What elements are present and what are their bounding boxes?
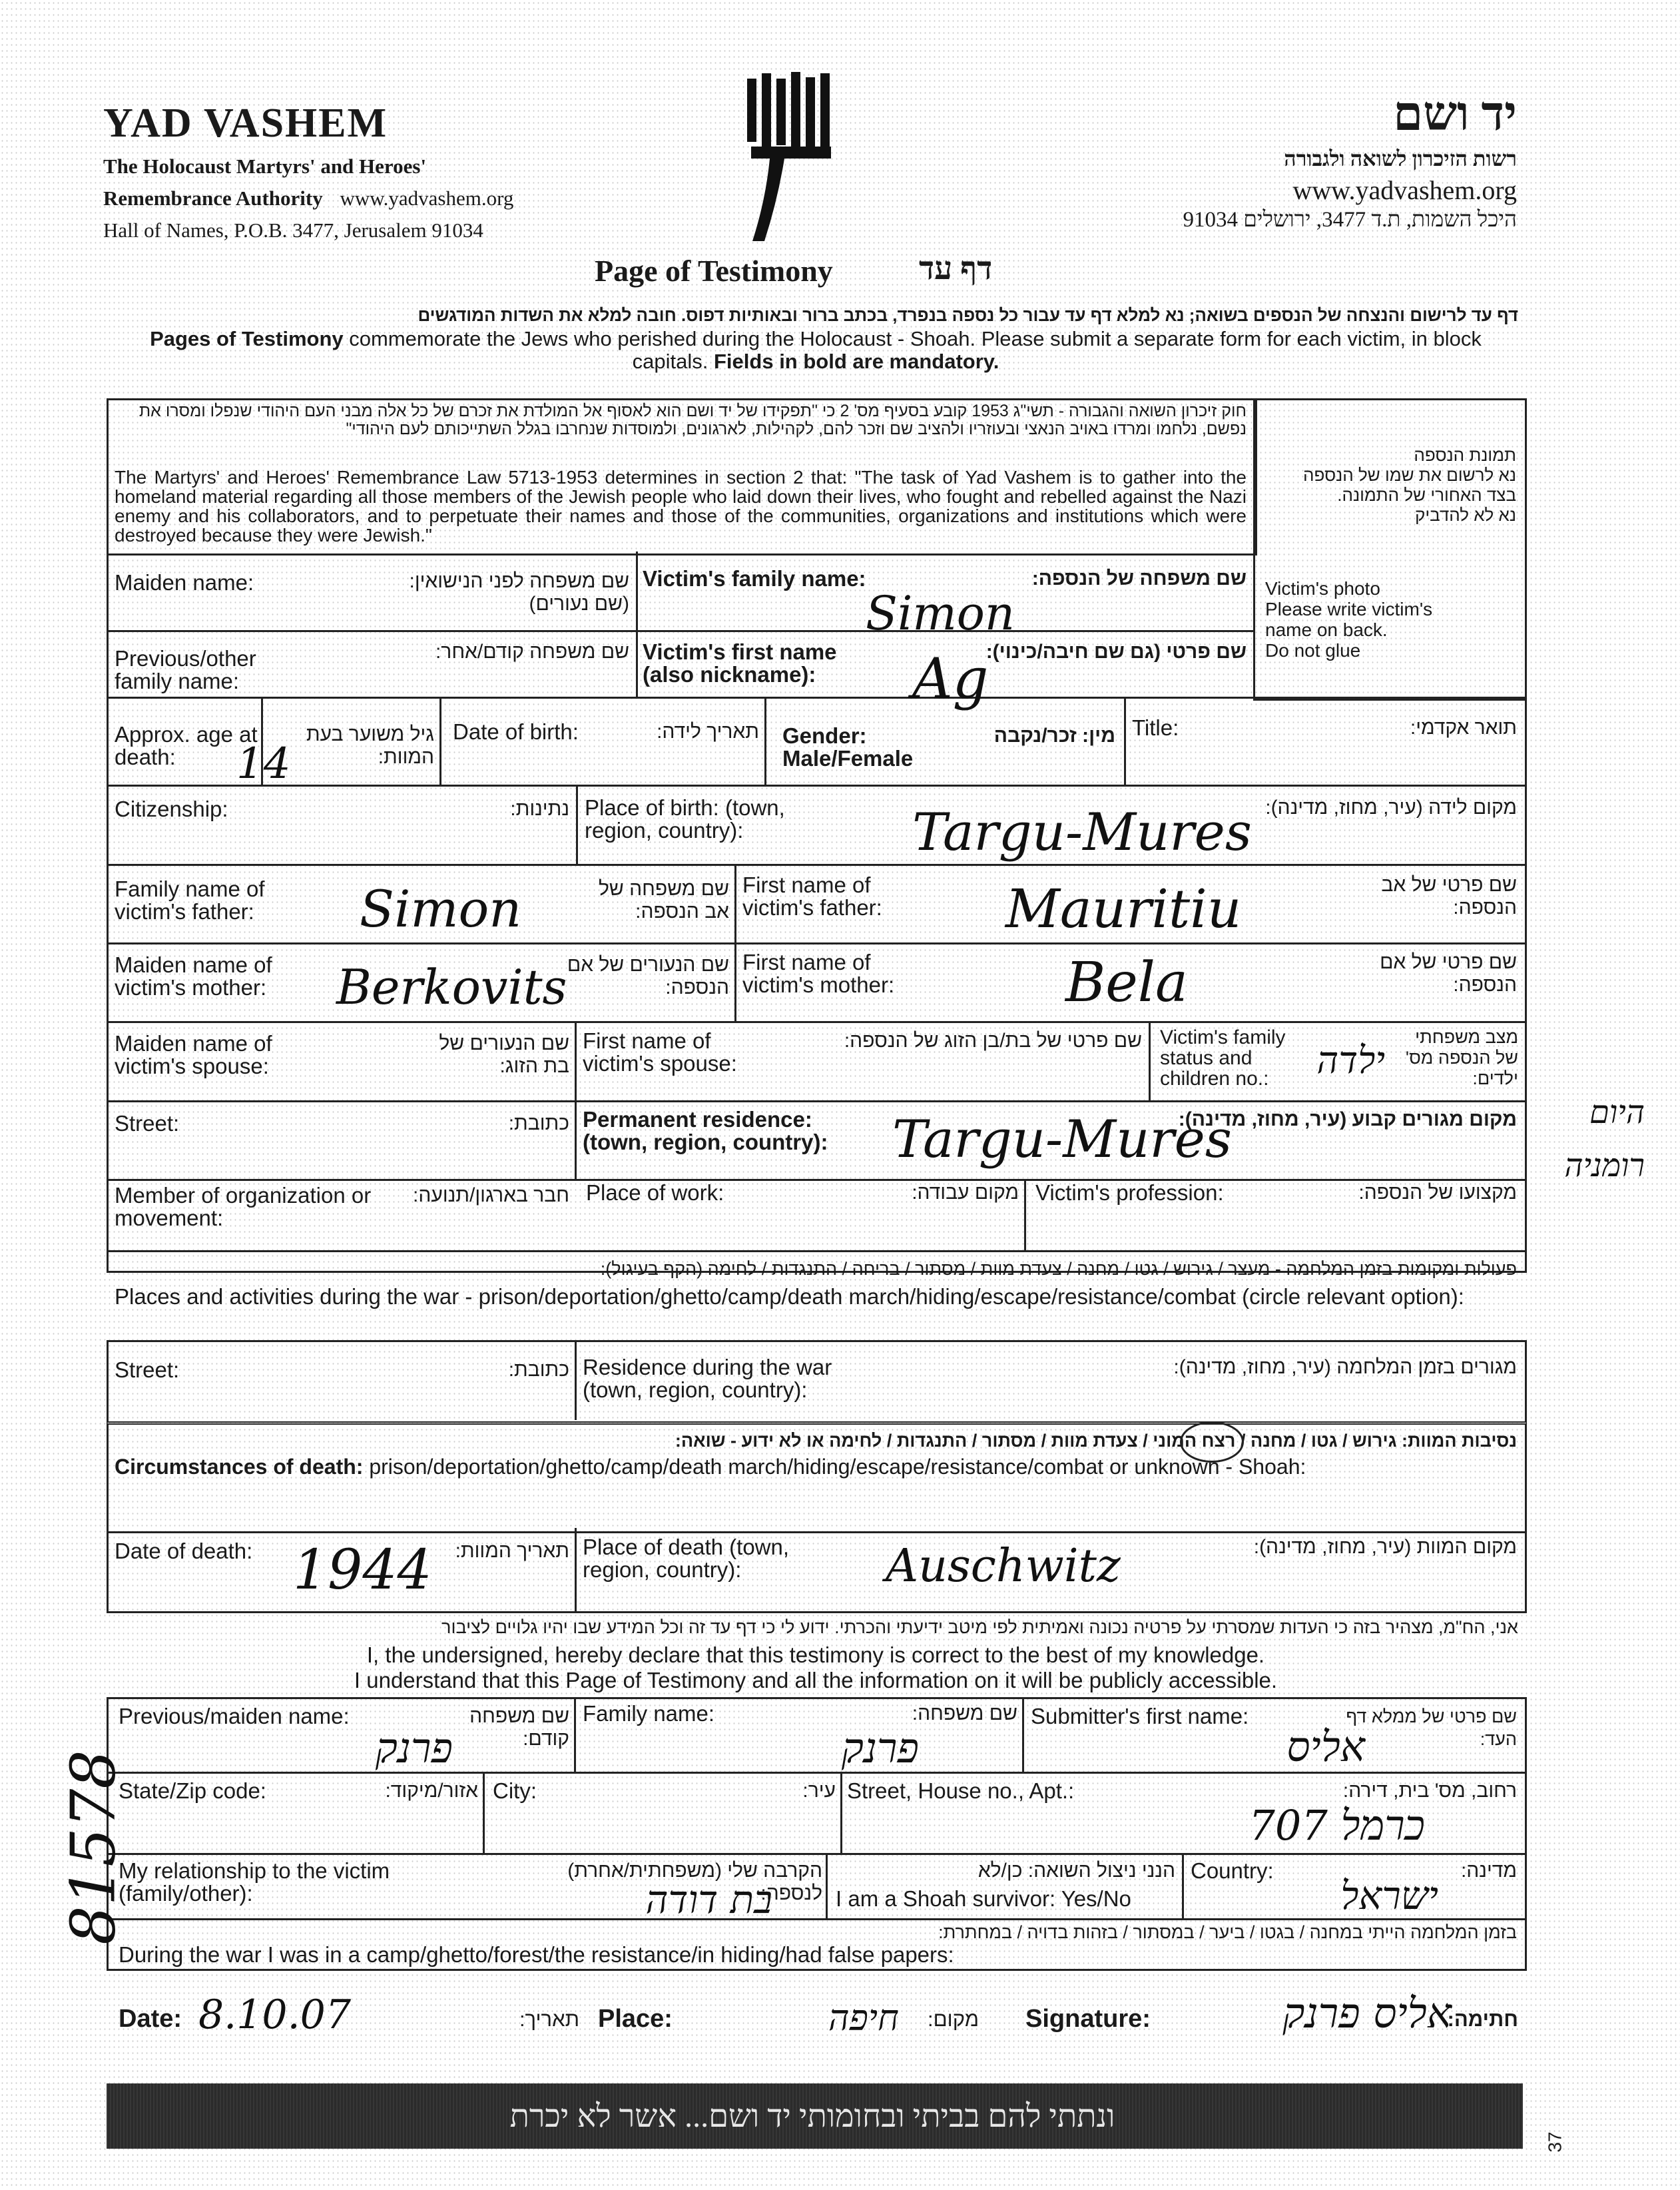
mother-first-value[interactable]: Bela xyxy=(1065,951,1188,1014)
dob-label-he: תאריך לידה: xyxy=(657,721,759,743)
previous-name-label-he: שם משפחה קודם/אחר: xyxy=(435,641,629,663)
mother-maiden-value[interactable]: Berkovits xyxy=(336,959,567,1015)
submitter-first-name-label-he: שם פרטי של ממלא דף העד: xyxy=(1346,1706,1517,1749)
place-of-death-value[interactable]: Auschwitz xyxy=(886,1540,1121,1593)
place-of-death-label: Place of death (town, region, country): xyxy=(583,1535,790,1582)
mother-first-label-he: שם פרטי של אם הנספה: xyxy=(1380,951,1517,996)
circumstances-en xyxy=(115,1455,1517,1479)
first-name-label: Victim's first name (also nickname): xyxy=(643,639,837,687)
relationship-value[interactable]: בת דודה xyxy=(645,1877,772,1922)
zip-label-he: אזור/מיקוד: xyxy=(385,1780,478,1802)
residence-label-he: מקום מגורים קבוע (עיר, מחוז, מדינה): xyxy=(1178,1108,1517,1130)
residence-value-he: היום רומניה xyxy=(1564,1094,1645,1184)
maiden-name-label-he: שם משפחה לפני הנישואין: (שם נעורים) xyxy=(409,570,629,615)
rule xyxy=(1149,1021,1151,1100)
side-number: 81578 xyxy=(57,1750,129,1945)
rule xyxy=(439,697,441,785)
spouse-maiden-label-he: שם הנעורים של בת הזוג: xyxy=(439,1032,569,1077)
maiden-name-label: Maiden name: xyxy=(115,570,254,595)
rule xyxy=(107,942,1525,944)
declaration-en-1: I, the undersigned, hereby declare that this testimony is correct to the best of my knowledge. xyxy=(366,1643,1265,1667)
survivor-label-he: הנני ניצול השואה: כן/לא xyxy=(978,1860,1175,1882)
birthplace-label-he: מקום לידה (עיר, מחוז, מדינה): xyxy=(1265,797,1517,819)
instructions-en-mandatory: Fields in bold are mandatory. xyxy=(714,350,999,373)
law-en: The Martyrs' and Heroes' Remembrance Law 5713-1953 determines in section 2 that: "The task of Yad Vashem is to gather into the homeland material regarding all those members of the Jewish people who laid down their lives, who fought and rebelled against the Nazi enemy and his collaborators, and to perpetuate their names and those of the communities, organizations and institutions which were destroyed because they were Jewish." xyxy=(115,467,1247,546)
rule xyxy=(1022,1697,1024,1772)
rule xyxy=(764,697,766,785)
instructions-he: דף עד לרישום והנצחה של הנספים בשואה; נא למלא דף עד עבור כל נספה בנפרד, בכתב ברור ובאותיות דפוס. חובה למלא את השדות המודגשים xyxy=(418,305,1518,325)
war-residence-label: Residence during the war (town, region, country): xyxy=(583,1355,832,1402)
date-label-he: תאריך: xyxy=(519,2008,579,2031)
during-war-en: During the war I was in a camp/ghetto/forest/the resistance/in hiding/had false papers: xyxy=(119,1942,954,1967)
rule xyxy=(107,1918,1525,1920)
war-residence-label-he: מגורים בזמן המלחמה (עיר, מחוז, מדינה): xyxy=(1173,1356,1517,1378)
circumstances-en-bold: Circumstances of death: xyxy=(115,1455,364,1479)
submitter-street-label-he: רחוב, מס' בית, דירה: xyxy=(1342,1780,1517,1802)
profession-label-he: מקצועו של הנספה: xyxy=(1358,1182,1517,1204)
work-place-label-he: מקום עבודה: xyxy=(912,1182,1019,1204)
rule xyxy=(107,864,1525,866)
rule xyxy=(575,1340,577,1420)
website-right: www.yadvashem.org xyxy=(1292,175,1517,205)
country-label: Country: xyxy=(1191,1858,1274,1883)
place-label-he: מקום: xyxy=(928,2008,979,2031)
spouse-first-label-he: שם פרטי של בת/בן הזוג של הנספה: xyxy=(844,1030,1142,1052)
photo-en-3: name on back. xyxy=(1265,619,1388,640)
family-status-label: Victim's family status and children no.: xyxy=(1160,1026,1286,1090)
relationship-label-he: הקרבה שלי (משפחתית/אחרת) לנספה: xyxy=(567,1860,822,1904)
father-family-label-he: שם משפחה של אב הנספה: xyxy=(599,878,729,922)
instructions-en-rest: commemorate the Jews who perished during the Holocaust - Shoah. Please submit a separate form for each victim, in block capitals. xyxy=(343,327,1482,373)
place-value[interactable]: חיפה xyxy=(828,1997,899,2039)
rule xyxy=(107,697,1525,699)
submitter-prev-name-label-he: שם משפחה קודם: xyxy=(469,1705,569,1750)
family-name-value[interactable]: Simon xyxy=(866,586,1015,641)
family-status-value[interactable]: ילדה xyxy=(1316,1039,1385,1082)
signature-label-he: חתימה: xyxy=(1447,2008,1518,2031)
org-subtitle-2: Remembrance Authority xyxy=(103,186,323,210)
circumstances-he: נסיבות המוות: גירוש / גטו / מחנה / רצח המוני / צעדת מוות / מסתור / התנגדות / לחימה או לא ידוע - שואה: xyxy=(675,1431,1517,1451)
country-value[interactable]: ישראל xyxy=(1340,1873,1438,1918)
street-label: Street: xyxy=(115,1111,180,1136)
org-subtitle-2-row xyxy=(103,186,513,210)
rule xyxy=(107,1021,1525,1023)
rule xyxy=(575,1021,577,1179)
birthplace-value[interactable]: Targu-Mures xyxy=(912,803,1252,863)
org-name-en: YAD VASHEM xyxy=(103,101,388,146)
mother-first-label: First name of victim's mother: xyxy=(742,950,895,997)
declaration-en-2: I understand that this Page of Testimony and all the information on it will be publicly accessible. xyxy=(354,1668,1278,1692)
rule xyxy=(574,1697,576,1772)
photo-he-1: תמונת הנספה xyxy=(1414,445,1516,465)
war-street-label: Street: xyxy=(115,1357,180,1382)
submitter-first-name-label: Submitter's first name: xyxy=(1031,1704,1249,1728)
title-label-he: תואר אקדמי: xyxy=(1410,717,1517,739)
mother-maiden-label: Maiden name of victim's mother: xyxy=(115,952,272,1000)
camp-circled-mark xyxy=(1180,1421,1244,1463)
spouse-maiden-label: Maiden name of victim's spouse: xyxy=(115,1031,272,1078)
address-he: היכל השמות, ת.ד 3477, ירושלים 91034 xyxy=(1183,208,1517,232)
gender-label: Gender: Male/Female xyxy=(782,723,914,771)
org-subtitle-he: רשות הזיכרון לשואה ולגבורה xyxy=(1284,147,1517,171)
zip-label: State/Zip code: xyxy=(119,1778,266,1803)
date-of-death-label-he: תאריך המוות: xyxy=(455,1540,569,1562)
survivor-label: I am a Shoah survivor: Yes/No xyxy=(836,1886,1131,1911)
website-left: www.yadvashem.org xyxy=(340,186,514,210)
page-title-he: דף עד xyxy=(919,251,993,286)
page-title-en: Page of Testimony xyxy=(595,254,833,288)
organization-label-he: חבר בארגון/תנועה: xyxy=(413,1184,569,1206)
rule xyxy=(107,1100,1525,1102)
address-en: Hall of Names, P.O.B. 3477, Jerusalem 91034 xyxy=(103,218,483,242)
date-of-death-value[interactable]: 1944 xyxy=(293,1539,432,1602)
residence-label: Permanent residence: (town, region, country): xyxy=(583,1107,828,1154)
organization-label: Member of organization or movement: xyxy=(115,1183,372,1230)
rule xyxy=(1124,697,1126,785)
activities-he: פעולות ומקומות בזמן המלחמה - מעצר / גירוש / גטו / מחנה / צעדת מוות / מסתור / בריחה / התנגדות / לחימה (הקף בעיגול): xyxy=(600,1259,1517,1279)
rule xyxy=(636,551,638,697)
work-place-label: Place of work: xyxy=(586,1180,724,1205)
rule xyxy=(1024,1179,1026,1250)
yad-vashem-logo xyxy=(738,67,844,246)
instructions-en-bold: Pages of Testimony xyxy=(150,327,344,350)
residence-value[interactable]: Targu-Mures xyxy=(892,1110,1232,1170)
rule xyxy=(576,785,578,864)
photo-en-4: Do not glue xyxy=(1265,640,1361,661)
submitter-first-name-value[interactable]: אליס xyxy=(1286,1722,1365,1771)
submitter-family-name-label: Family name: xyxy=(583,1701,715,1726)
law-he: חוק זיכרון השואה והגבורה - תשי"ג 1953 קובע בסעיף מס' 2 כי "תפקידו של יד ושם הוא לאסוף אל המולדת את זכרם של כל אלה מבני העם היהודי שנפלו ומסרו את נפשם, נלחמו ומרדו באויב הנאצי ובעוזריו ולהציב שם וזכר להם, לקהילות, לארגונים, ולמוסדות שנחרבו בגלל השתייכותם לעם היהודי" xyxy=(139,402,1247,438)
date-label: Date: xyxy=(119,2005,182,2033)
logo-graphic xyxy=(738,67,844,246)
dob-label: Date of birth: xyxy=(453,719,579,744)
relationship-label: My relationship to the victim (family/other): xyxy=(119,1858,390,1906)
photo-en-1: Victim's photo xyxy=(1265,578,1380,599)
submitter-street-value[interactable]: כרמל 707 xyxy=(1249,1801,1425,1850)
family-status-label-he: מצב משפחתי של הנספה מס' ילדים: xyxy=(1405,1027,1518,1088)
photo-he-2: נא לרשום את שמו של הנספה xyxy=(1303,465,1516,485)
org-name-he: יד ושם xyxy=(1393,87,1517,141)
submitter-family-name-value[interactable]: פרנק xyxy=(841,1724,919,1772)
father-first-label-he: שם פרטי של אב הנספה: xyxy=(1381,874,1517,918)
father-family-value[interactable]: Simon xyxy=(360,879,522,938)
spouse-first-label: First name of victim's spouse: xyxy=(583,1028,737,1076)
activities-en: Places and activities during the war - prison/deportation/ghetto/camp/death march/hiding/escape/resistance/combat (circle relevant option): xyxy=(115,1284,1464,1309)
first-name-label-he: שם פרטי (גם שם חיבה/כינוי): xyxy=(985,641,1247,663)
signature-value[interactable]: אליס פרנק xyxy=(1282,1989,1452,2037)
date-of-death-label: Date of death: xyxy=(115,1539,253,1563)
previous-name-label: Previous/other family name: xyxy=(115,646,256,693)
war-street-label-he: כתובת: xyxy=(508,1359,569,1381)
city-label-he: עיר: xyxy=(802,1780,836,1802)
rule xyxy=(840,1772,842,1853)
birthplace-label: Place of birth: (town, region, country): xyxy=(585,795,785,843)
signature-label: Signature: xyxy=(1025,2005,1151,2033)
family-name-label: Victim's family name: xyxy=(643,566,866,591)
photo-text-he xyxy=(1260,445,1516,525)
rule xyxy=(107,1853,1525,1855)
family-name-label-he: שם משפחה של הנספה: xyxy=(1031,567,1247,589)
submitter-street-label: Street, House no., Apt.: xyxy=(847,1778,1075,1803)
city-label: City: xyxy=(493,1778,537,1803)
mother-maiden-label-he: שם הנעורים של אם הנספה: xyxy=(567,954,729,998)
title-label: Title: xyxy=(1132,715,1179,740)
rule xyxy=(107,1250,1525,1252)
footer-banner-text: ונתתי להם בביתי ובחומותי יד ושם... אשר לא יכרת xyxy=(509,2099,1115,2134)
photo-he-4: נא לא להדביק xyxy=(1414,505,1516,525)
rule xyxy=(826,1853,828,1918)
instructions-en xyxy=(113,328,1518,373)
declaration-he: אני, הח"מ, מצהיר בזה כי העדות שמסרתי על פרטיה נכונה ואמיתית לפי מיטב ידיעתי והכרתי. ידוע לי כי דף עד זה וכל המידע שבו יהיו גלויים לציבור xyxy=(441,1617,1518,1637)
side-code: 37 xyxy=(1544,2131,1565,2153)
age-value[interactable]: 14 xyxy=(236,739,291,789)
rule xyxy=(483,1772,485,1853)
circumstances-en-rest: prison/deportation/ghetto/camp/death march/hiding/escape/resistance/combat or unknown - Shoah: xyxy=(363,1455,1306,1479)
country-label-he: מדינה: xyxy=(1460,1860,1517,1882)
rule xyxy=(107,630,1253,632)
submitter-family-name-label-he: שם משפחה: xyxy=(912,1702,1017,1724)
submitter-prev-name-value[interactable]: פרנק xyxy=(375,1724,453,1772)
rule xyxy=(107,1179,1525,1181)
first-name-value[interactable]: Ag xyxy=(912,646,989,711)
rule xyxy=(734,864,736,1021)
rule xyxy=(1182,1853,1184,1918)
age-label: Approx. age at death: xyxy=(115,722,258,769)
rule xyxy=(575,1528,577,1611)
citizenship-label-he: נתינות: xyxy=(510,798,569,820)
rule xyxy=(107,785,1525,787)
place-label: Place: xyxy=(598,2005,673,2033)
age-label-he: גיל משוער בעת המוות: xyxy=(306,723,434,768)
during-war-he: בזמן המלחמה הייתי במחנה / בגטו / ביער / במסתור / בזהות בדויה / במחתרת: xyxy=(938,1922,1517,1942)
place-of-death-label-he: מקום המוות (עיר, מחוז, מדינה): xyxy=(1253,1536,1517,1558)
submitter-prev-name-label: Previous/maiden name: xyxy=(119,1704,350,1728)
org-subtitle-1: The Holocaust Martyrs' and Heroes' xyxy=(103,155,427,178)
father-first-label: First name of victim's father: xyxy=(742,873,882,920)
father-first-value[interactable]: Mauritiu xyxy=(1005,878,1242,940)
date-value[interactable]: 8.10.07 xyxy=(198,1992,352,2038)
street-label-he: כתובת: xyxy=(508,1112,569,1134)
father-family-label: Family name of victim's father: xyxy=(115,877,265,924)
profession-label: Victim's profession: xyxy=(1035,1180,1224,1205)
gender-label-he: מין: זכר/נקבה xyxy=(993,725,1115,747)
photo-en-2: Please write victim's xyxy=(1265,599,1433,619)
photo-he-3: בצד האחורי של התמונה. xyxy=(1337,485,1516,505)
citizenship-label: Citizenship: xyxy=(115,797,228,821)
